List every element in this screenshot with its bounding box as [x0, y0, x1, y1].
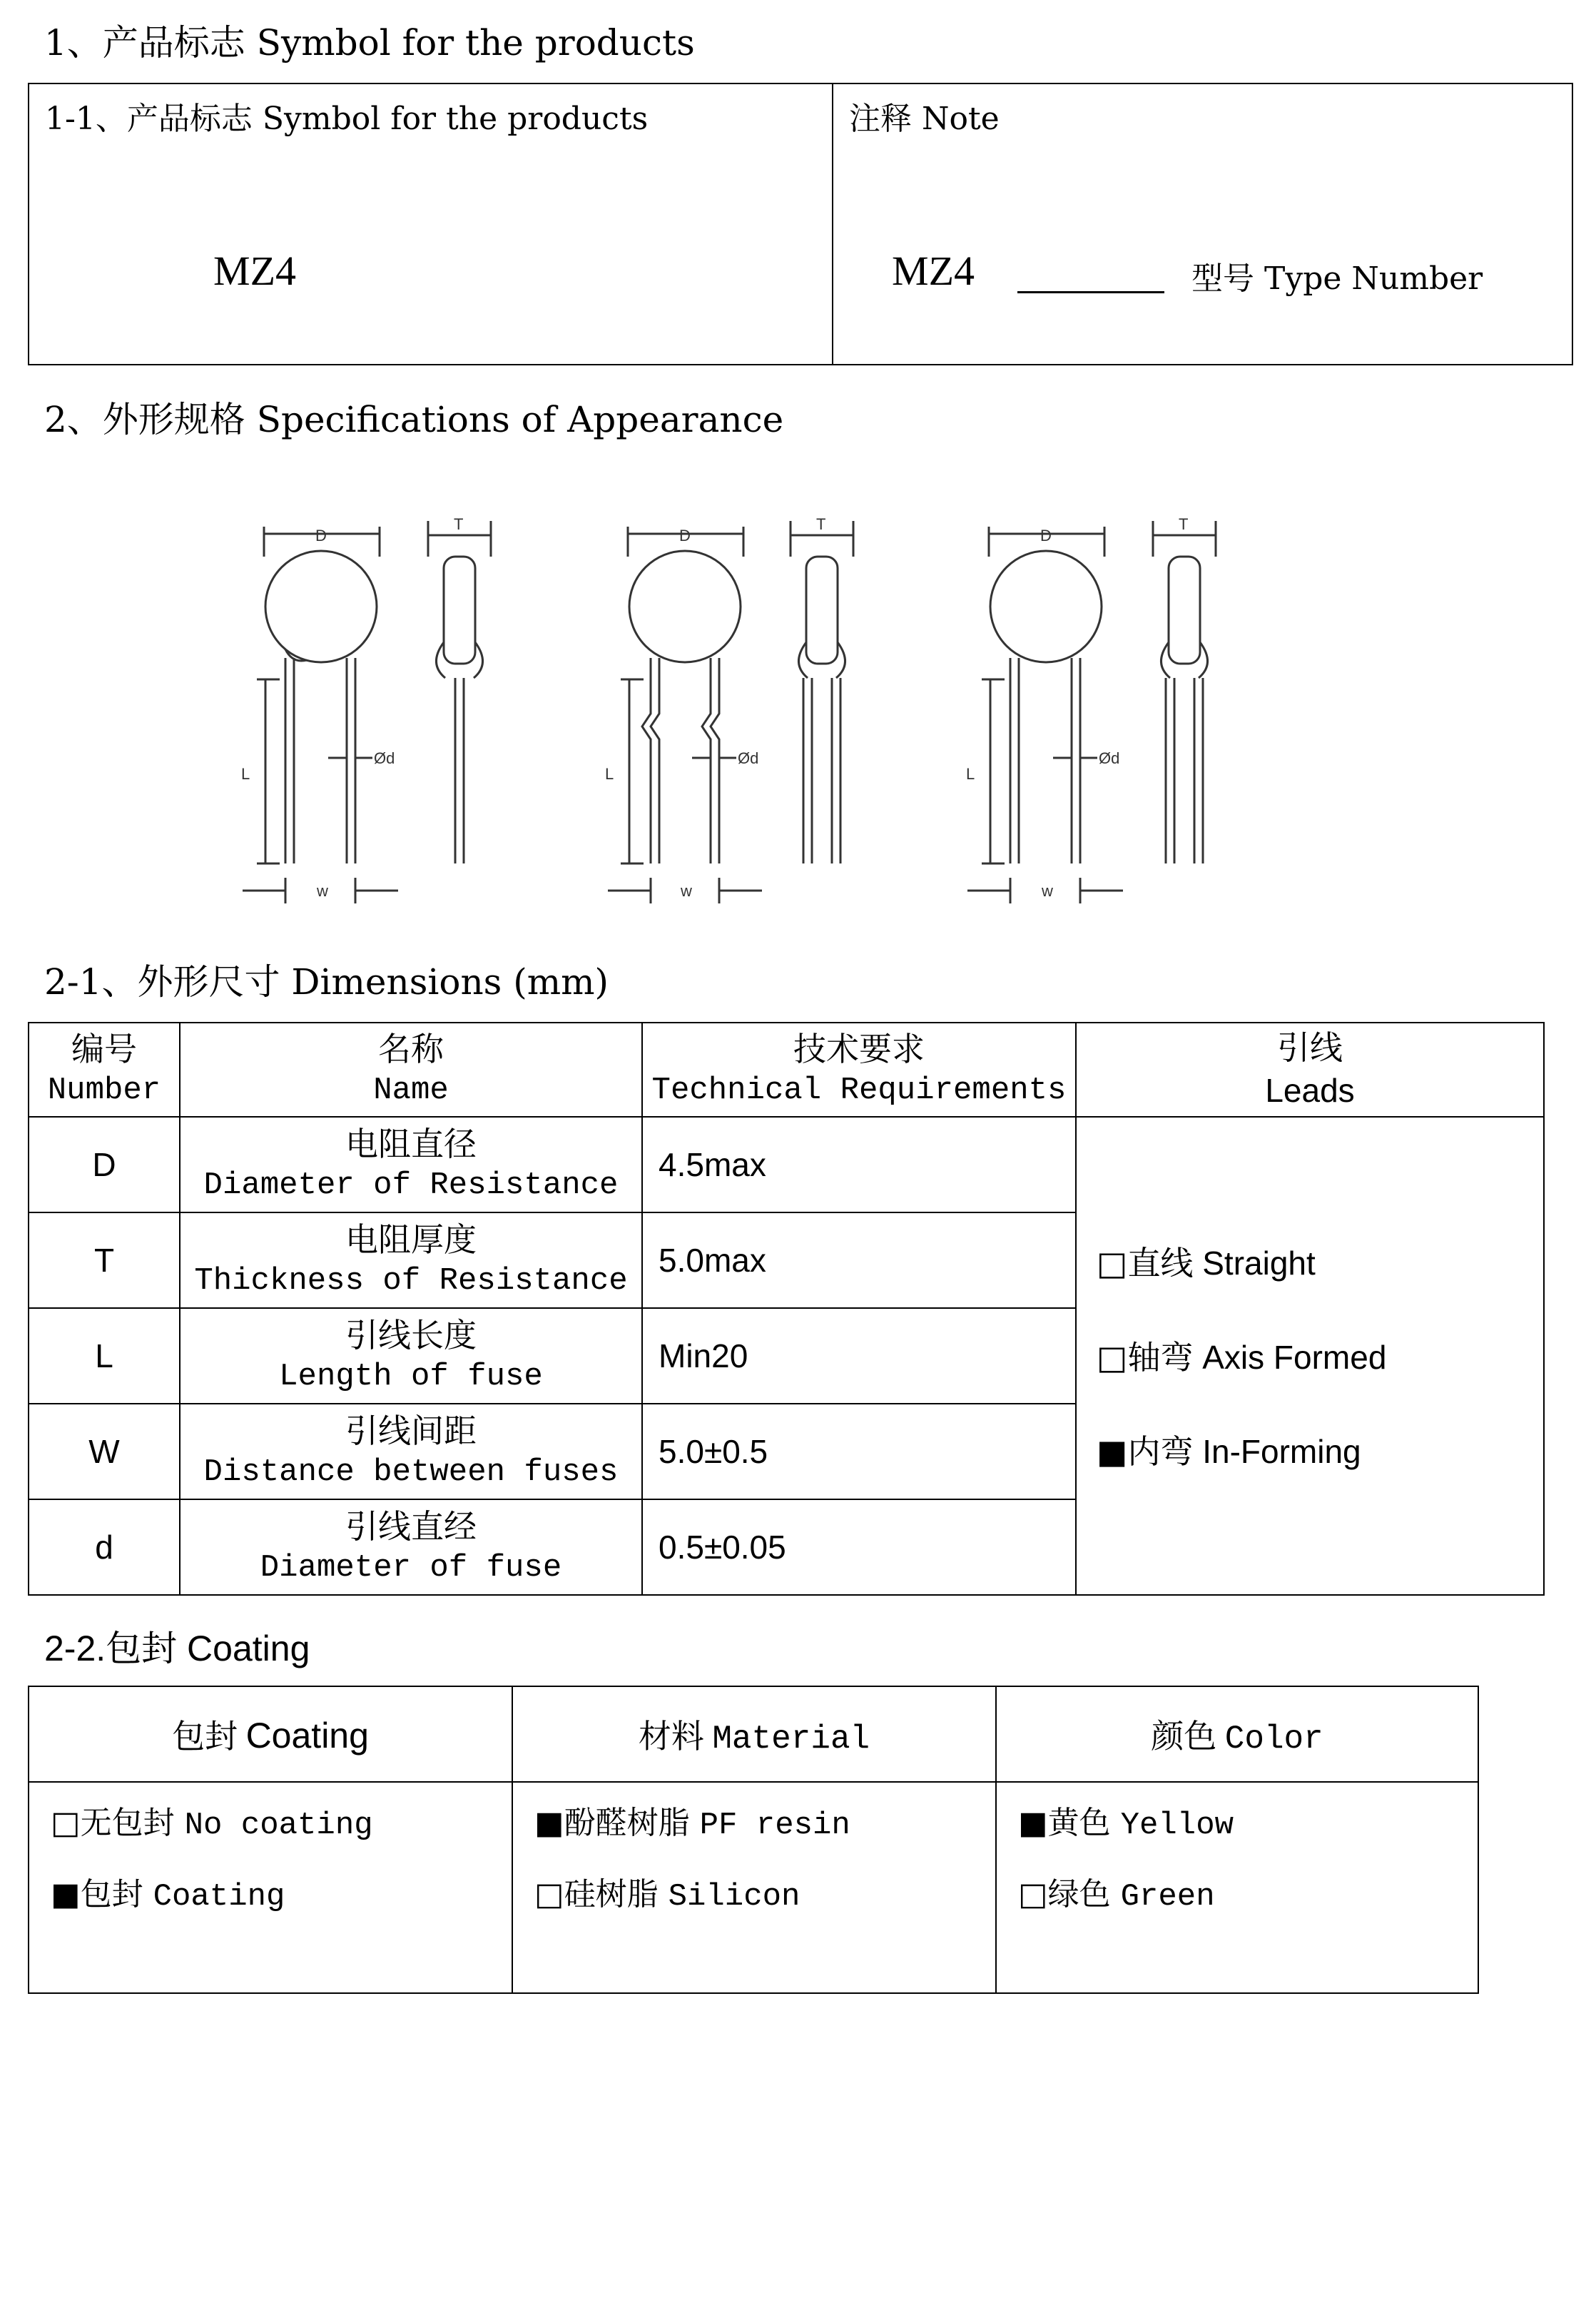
dimensions-table: [28, 1022, 1545, 1596]
section-1-title: 1、产品标志 Symbol for the products: [44, 22, 695, 64]
material-header: 材料 Material: [512, 1686, 996, 1782]
coating-header: 包封 Coating: [29, 1686, 512, 1782]
label-t-2: T: [816, 515, 826, 533]
row-requirement: 4.5max: [642, 1117, 1076, 1212]
note-cell-header: 注释 Note: [849, 101, 1000, 137]
table-row: [29, 1117, 1544, 1212]
type-number-line: [1017, 291, 1164, 293]
option-no-coating: □无包封 No coating: [51, 1805, 373, 1843]
row-code: T: [29, 1212, 180, 1308]
symbol-value: MZ4: [213, 248, 296, 294]
row-code: D: [29, 1117, 180, 1212]
row-code: L: [29, 1308, 180, 1404]
coating-options-row: [29, 1782, 1478, 1993]
appearance-figure: [214, 500, 1327, 913]
option-pf-resin: ■酚醛树脂 PF resin: [534, 1805, 850, 1843]
label-d-3: D: [1040, 527, 1052, 544]
section-2-title: 2、外形规格 Specifications of Appearance: [44, 399, 784, 440]
header-name: 名称 Name: [180, 1023, 642, 1117]
header-leads: 引线 Leads: [1076, 1023, 1544, 1117]
row-name: 引线间距 Distance between fuses: [180, 1404, 642, 1499]
note-value: MZ4: [892, 248, 975, 294]
row-code: d: [29, 1499, 180, 1595]
row-requirement: 5.0±0.5: [642, 1404, 1076, 1499]
lead-option-in-forming: ■内弯 In-Forming: [1097, 1432, 1361, 1471]
lead-option-axis-formed: □轴弯 Axis Formed: [1097, 1338, 1387, 1377]
option-silicon: □硅树脂 Silicon: [534, 1876, 800, 1915]
label-l-3: L: [966, 765, 975, 783]
side-view-in-forming: [1153, 521, 1216, 863]
coating-options: [29, 1782, 512, 1993]
side-view-straight: [428, 521, 491, 863]
label-d-1: D: [315, 527, 327, 544]
label-phid-2: Ød: [738, 749, 759, 767]
label-phid-3: Ød: [1099, 749, 1120, 767]
symbol-cell-header: 1-1、产品标志 Symbol for the products: [45, 101, 649, 137]
label-l-2: L: [605, 765, 614, 783]
type-number-label: 型号 Type Number: [1191, 260, 1483, 297]
label-phid-1: Ød: [374, 749, 395, 767]
label-w-1: w: [317, 882, 328, 900]
front-view-in-forming: [967, 527, 1123, 903]
option-yellow: ■黄色 Yellow: [1018, 1805, 1234, 1843]
row-name: 电阻直径 Diameter of Resistance: [180, 1117, 642, 1212]
row-requirement: Min20: [642, 1308, 1076, 1404]
label-l-1: L: [241, 765, 250, 783]
row-name: 引线直经 Diameter of fuse: [180, 1499, 642, 1595]
coating-table: [28, 1686, 1479, 1994]
row-name: 引线长度 Length of fuse: [180, 1308, 642, 1404]
dimensions-header-row: [29, 1023, 1544, 1117]
lead-option-straight: □直线 Straight: [1097, 1244, 1316, 1282]
row-requirement: 5.0max: [642, 1212, 1076, 1308]
symbol-table: [28, 83, 1573, 365]
leads-options: [1076, 1117, 1544, 1595]
symbol-cell: [29, 83, 833, 365]
note-cell: [833, 83, 1572, 365]
color-options: [996, 1782, 1478, 1993]
option-green: □绿色 Green: [1018, 1876, 1215, 1915]
material-options: [512, 1782, 996, 1993]
header-number: 编号 Number: [29, 1023, 180, 1117]
front-view-axis-formed: [608, 527, 762, 903]
label-t-1: T: [454, 515, 464, 533]
label-t-3: T: [1179, 515, 1189, 533]
row-requirement: 0.5±0.05: [642, 1499, 1076, 1595]
row-code: W: [29, 1404, 180, 1499]
row-name: 电阻厚度 Thickness of Resistance: [180, 1212, 642, 1308]
coating-header-row: [29, 1686, 1478, 1782]
section-2-1-title: 2-1、外形尺寸 Dimensions (mm): [44, 961, 609, 1003]
front-view-straight: [243, 527, 398, 903]
section-2-2-title: 2-2.包封 Coating: [44, 1628, 310, 1668]
label-d-2: D: [679, 527, 691, 544]
side-view-axis-formed: [791, 521, 853, 863]
color-header: 颜色 Color: [996, 1686, 1478, 1782]
header-technical-requirements: 技术要求 Technical Requirements: [642, 1023, 1076, 1117]
option-coating: ■包封 Coating: [51, 1876, 285, 1915]
label-w-3: w: [1042, 882, 1053, 900]
label-w-2: w: [681, 882, 692, 900]
